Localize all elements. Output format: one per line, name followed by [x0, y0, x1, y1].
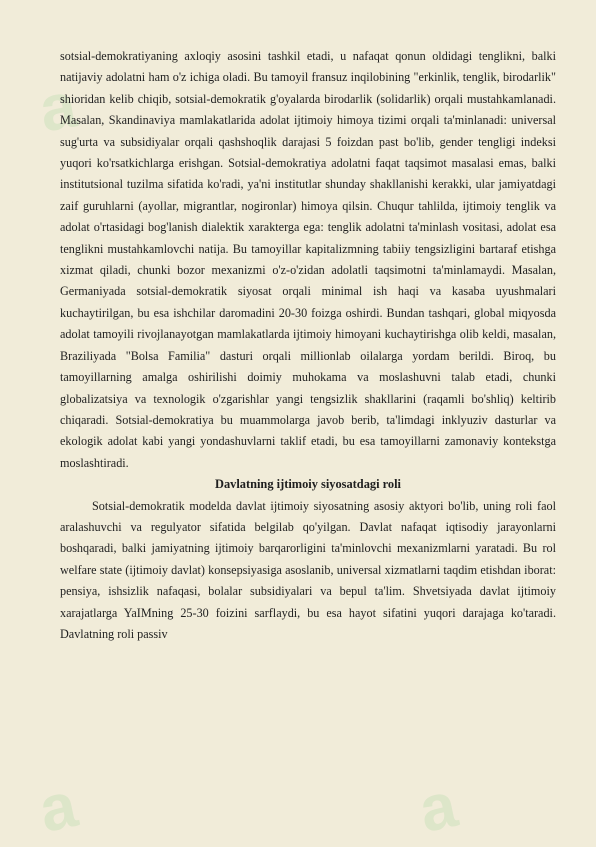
watermark-logo: a: [412, 768, 463, 846]
section-heading: Davlatning ijtimoiy siyosatdagi roli: [215, 477, 401, 492]
body-paragraph: sotsial-demokratiyaning axloqiy asosini tashkil etadi, u nafaqat qonun oldidagi tenglikni, balki natijaviy adolatni ham o'z ichiga oladi. Bu tamoyil fransuz inqilobining "erkinlik, tenglik, birodarlik" shioridan kelib chiqib, sotsial-demokratik g'oyalarda birodarlik (solidarlik) orqali mustahkamlanadi. Masalan, Skandinaviya mamlakatlarida adolat ijtimoiy himoya tizimi orqali ta'minlanadi: universal sug'urta va subsidiyalar orqali qashshoqlik darajasi 5 foizdan past bo'lib, gender tengligi indeksi yuqori ko'rsatkichlarga erishgan. Sotsial-demokratiya adolatni faqat taqsimot masalasi emas, balki institutsional tuzilma sifatida ko'radi, ya'ni institutlar shunday shakllanishi kerakki, ular jamiyatdagi zaif guruhlarni (ayollar, migrantlar, nogironlar) himoya qilsin. Chuqur tahlilda, ijtimoiy tenglik va adolat o'rtasidagi bog'lanish dialektik xarakterga ega: tenglik adolatni ta'minlash vositasi, adolat esa tenglikni mustahkamlovchi natija. Bu tamoyillar kapitalizmning tabiiy tengsizligini bartaraf etishga xizmat qiladi, chunki bozor mexanizmi o'z-o'zidan adolatli taqsimotni ta'minlamaydi. Masalan, Germaniyada sotsial-demokratik siyosat orqali minimal ish haqi va kasaba uyushmalari kuchaytirilgan, bu esa ishchilar daromadini 20-30 foizga oshirdi. Bundan tashqari, global miqyosda adolat tamoyili rivojlanayotgan mamlakatlarda ijtimoiy himoyani kuchaytirishga olib keldi, masalan, Braziliyada "Bolsa Familia" dasturi orqali millionlab oilalarga yordam berildi. Biroq, bu tamoyillarning amalga oshirilishi doimiy muhokama va moslashuvni talab etadi, chunki globalizatsiya va texnologik o'zgarishlar yangi tengsizlik shakllarini (raqamli bo'shliq) keltirib chiqaradi. Sotsial-demokratiya bu muammolarga javob berib, ta'limdagi inklyuziv dasturlar va ekologik adolat kabi yangi yondashuvlarni taklif etadi, bu esa tamoyillarni zamonaviy kontekstga moslashtiradi.: [60, 49, 556, 470]
document-body: [60, 46, 556, 645]
body-paragraph: Sotsial-demokratik modelda davlat ijtimoiy siyosatning asosiy aktyori bo'lib, uning roli faol aralashuvchi va regulyator sifatida belgilab qo'yilgan. Davlat nafaqat iqtisodiy jarayonlarni boshqaradi, balki jamiyatning ijtimoiy barqarorligini ta'minlovchi mexanizmlarni yaratadi. Bu rol welfare state (ijtimoiy davlat) konsepsiyasiga asoslanib, universal xizmatlarni taqdim etishdan iborat: pensiya, ishsizlik nafaqasi, bolalar subsidiyalari va bepul ta'lim. Shvetsiyada davlat ijtimoiy xarajatlarga YaIMning 25-30 foizini sarflaydi, bu esa hayot sifatini yuqori darajaga ko'taradi. Davlatning roli passiv: [60, 498, 556, 641]
watermark-logo: a: [32, 768, 83, 846]
watermark-logo: a: [34, 68, 82, 146]
